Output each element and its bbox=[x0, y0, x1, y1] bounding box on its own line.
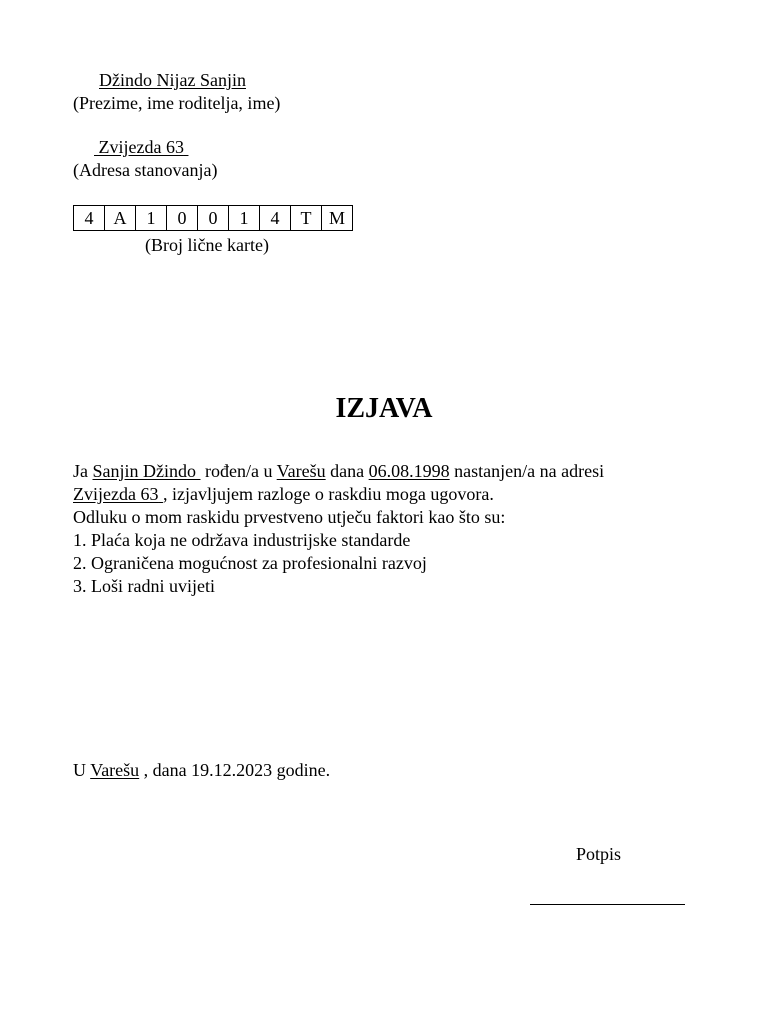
statement-birth-date: 06.08.1998 bbox=[368, 461, 450, 481]
place-date-line bbox=[73, 759, 330, 782]
id-number-box: 0 bbox=[166, 205, 198, 231]
statement-born-in: rođen/a u bbox=[205, 461, 273, 481]
applicant-address-caption: (Adresa stanovanja) bbox=[73, 160, 218, 180]
applicant-address bbox=[94, 136, 188, 159]
statement-full-name bbox=[93, 461, 201, 481]
signature-line bbox=[530, 904, 685, 905]
place-name: Varešu bbox=[90, 760, 140, 780]
statement-intro: Odluku o mom raskidu prvestveno utječu faktori kao što su: bbox=[73, 507, 506, 527]
statement-birthplace: Varešu bbox=[276, 461, 326, 481]
applicant-address-value bbox=[94, 137, 188, 157]
applicant-address-text: Zvijezda 63 bbox=[98, 137, 184, 157]
id-number-box: 4 bbox=[259, 205, 291, 231]
id-number-box: M bbox=[321, 205, 353, 231]
id-number-box: 0 bbox=[197, 205, 229, 231]
signature-label: Potpis bbox=[576, 844, 622, 864]
statement-line-2 bbox=[73, 483, 713, 506]
document-title: IZJAVA bbox=[335, 393, 433, 424]
id-number-box: 1 bbox=[228, 205, 260, 231]
statement-ja: Ja bbox=[73, 461, 88, 481]
reason-item: 1. Plaća koja ne održava industrijske standarde bbox=[73, 530, 411, 550]
document-date: , dana 19.12.2023 godine. bbox=[143, 760, 331, 780]
statement-declaration: , izjavljujem razloge o raskdiu moga ugovora. bbox=[162, 484, 494, 504]
id-number-box: 1 bbox=[135, 205, 167, 231]
id-number-box: T bbox=[290, 205, 322, 231]
statement-on-date: dana bbox=[330, 461, 365, 481]
applicant-name bbox=[99, 69, 246, 92]
statement-full-name-text: Sanjin Džindo bbox=[92, 461, 196, 481]
id-number-box: A bbox=[104, 205, 136, 231]
statement-residing: nastanjen/a na adresi bbox=[454, 461, 605, 481]
applicant-name-caption: (Prezime, ime roditelja, ime) bbox=[73, 93, 281, 113]
statement-address-text: Zvijezda 63 bbox=[73, 484, 159, 504]
reason-item: 2. Ograničena mogućnost za profesionalni razvoj bbox=[73, 553, 427, 573]
reason-item: 3. Loši radni uvijeti bbox=[73, 576, 215, 596]
id-number-boxes bbox=[73, 205, 353, 231]
statement-address bbox=[73, 484, 163, 504]
id-number-box: 4 bbox=[73, 205, 105, 231]
place-prefix: U bbox=[73, 760, 86, 780]
applicant-name-value: Džindo Nijaz Sanjin bbox=[99, 70, 246, 90]
statement-line-1 bbox=[73, 460, 713, 483]
id-number-caption: (Broj lične karte) bbox=[145, 235, 269, 255]
statement-body bbox=[73, 460, 713, 598]
